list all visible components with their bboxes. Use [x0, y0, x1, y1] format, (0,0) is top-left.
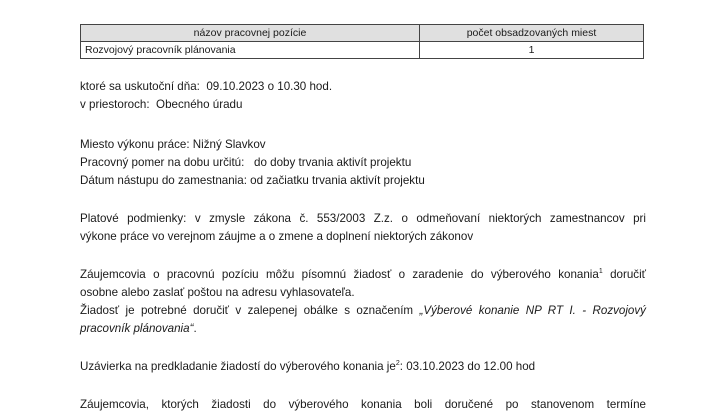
table-row	[81, 42, 644, 59]
meeting-place-line	[80, 96, 646, 114]
cell-position: Rozvojový pracovník plánovania	[81, 42, 420, 59]
meeting-date-line	[80, 78, 646, 96]
footnote-ref-1: 1	[598, 268, 603, 276]
application-text-1-end: doručiť	[602, 268, 646, 281]
work-place-line: Miesto výkonu práce: Nižný Slavkov	[80, 138, 266, 151]
contract-line	[80, 154, 646, 172]
meeting-place-label: v priestoroch:	[80, 98, 150, 111]
application-line-2: osobne alebo zaslať poštou na adresu vyhlasovateľa.	[80, 286, 355, 299]
salary-line-2: výkone práce vo verejnom záujme a o zmene a doplnení niektorých zákonov	[80, 230, 474, 243]
application-text-3: Žiadosť je potrebné doručiť v zalepenej obálke s označením	[80, 304, 414, 317]
deadline-value: 03.10.2023 do 12.00 hod	[406, 360, 536, 373]
footnote-ref-2: 2	[395, 360, 400, 368]
meeting-date-label: ktoré sa uskutoční dňa:	[80, 80, 200, 93]
salary-label: Platové podmienky:	[80, 212, 187, 225]
salary-text-1: v zmysle zákona č. 553/2003 Z.z. o odmeňovaní niektorých zamestnancov pri	[194, 212, 646, 225]
application-line-3	[80, 302, 646, 320]
contract-label: Pracovný pomer na dobu určitú:	[80, 156, 245, 169]
application-text-4-end: .	[193, 322, 197, 335]
contract-value: do doby trvania aktivít projektu	[254, 156, 412, 169]
positions-table	[80, 24, 644, 59]
table-header-row	[81, 25, 644, 42]
start-line: Dátum nástupu do zamestnania: od začiatku trvania aktivít projektu	[80, 174, 425, 187]
deadline-colon: :	[399, 360, 403, 373]
header-position: názov pracovnej pozície	[81, 25, 420, 42]
application-quote-1: „Výberové konanie NP RT I. - Rozvojový	[419, 304, 646, 317]
meeting-date-value: 09.10.2023 o 10.30 hod.	[206, 80, 333, 93]
deadline-text: Uzávierka na predkladanie žiadostí do výberového konania je	[80, 360, 396, 373]
application-line-1	[80, 266, 646, 284]
salary-line-1	[80, 210, 646, 228]
late-line-1: Záujemcovia, ktorých žiadosti do výberového konania boli doručené po stanovenom termíne	[80, 398, 646, 411]
application-quote-2: pracovník plánovania“	[80, 322, 194, 335]
cell-count: 1	[420, 42, 644, 59]
header-count: počet obsadzovaných miest	[420, 25, 644, 42]
deadline-line	[80, 358, 646, 376]
application-line-4	[80, 320, 646, 338]
application-text-1: Záujemcovia o pracovnú pozíciu môžu písomnú žiadosť o zaradenie do výberového konania	[80, 268, 599, 281]
meeting-place-value: Obecného úradu	[156, 98, 243, 111]
